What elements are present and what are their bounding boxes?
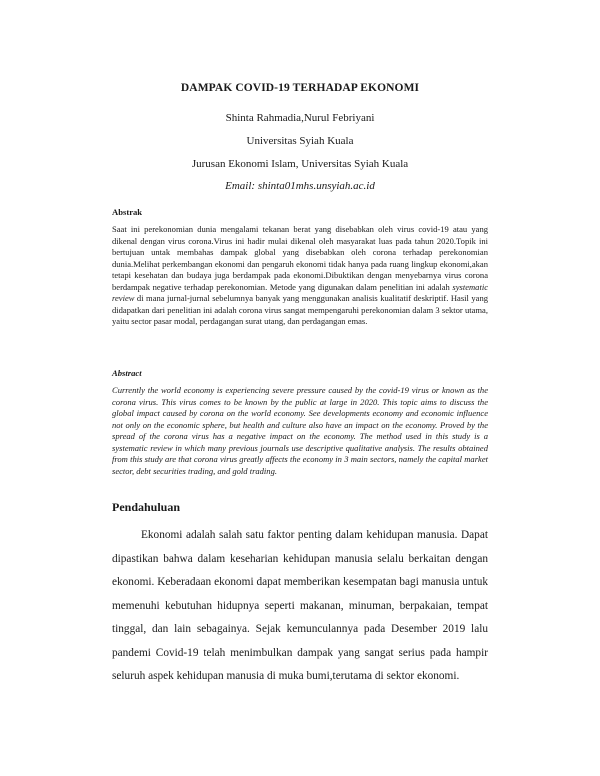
paper-affiliation: Universitas Syiah Kuala [246,135,354,147]
abstrak-text-part-2: di mana jurnal-jurnal sebelumnya banyak yang menggunakan analisis kualitatif deskriptif. Hasil yang didapatkan dari penelitian ini adalah corona virus sangat mempengaruhi perekonomian dalam 3 sektor utama, yaitu sector pasar modal, perdagangan surat utang, dan perdagangan emas. [112,293,488,326]
introduction-heading: Pendahuluan [112,500,181,514]
abstract-heading: Abstract [112,368,142,378]
abstrak-text-part-1: Saat ini perekonomian dunia mengalami tekanan berat yang disebabkan oleh virus covid-19 atau yang dikenal dengan virus corona.Virus ini hadir mulai dikenal oleh masyarakat luas pada tahun 2020.Topik ini bertujuan untak membahas dampak global yang disebabkan oleh corona terhadap perekonomian dunia.Melihat perkembangan ekonomi dan pengaruh ekonomi tidak hanya pada ruang lingkup ekonomi,akan tetapi kesehatan dan budaya juga berdampak pada ekonomi.Dibuktikan dengan menyebarnya virus corona berdampak negative terhadap perekonomian. Metode yang digunakan dalam penelitian ini adalah [112,224,488,292]
paper-email: Email: shinta01mhs.unsyiah.ac.id [225,180,375,192]
abstract-paragraph: Currently the world economy is experiencing severe pressure caused by the covid-19 virus or known as the corona virus. This virus comes to be known by the public at large in 2020. This topic aims to discuss the global impact caused by corona on the world economy. See developments economy and economic influence not only on the economic sphere, but health and culture also have an impact on the economy. Proved by the spread of the corona virus has a negative impact on the economy. The method used in this study is a systematic review in which many previous journals use descriptive qualitative analysis. The results obtained from this study are that corona virus greatly affects the economy in 3 main sectors, namely the capital market sector, debt securities trading, and gold trading. [112,385,488,476]
abstrak-emphasis: systematic review [112,281,488,303]
paper-department: Jurusan Ekonomi Islam, Universitas Syiah Kuala [191,158,409,170]
paper-title: DAMPAK COVID-19 TERHADAP EKONOMI [180,82,420,94]
introduction-paragraph: Ekonomi adalah salah satu faktor penting dalam kehidupan manusia. Dapat dipastikan bahwa dalam keseharian kehidupan manusia selalu berkaitan dengan ekonomi. Keberadaan ekonomi dapat memberikan kesempatan bagi manusia untuk memenuhi kebutuhan hidupnya seperti makanan, minuman, berpakaian, tempat tinggal, dan lain sebagainya. Sejak kemunculannya pada Desember 2019 lalu pandemi Covid-19 telah menimbulkan dampak yang sangat serius pada hampir seluruh aspek kehidupan manusia di muka bumi,terutama di sektor ekonomi. [112,529,488,682]
abstrak-paragraph [112,224,488,328]
abstrak-heading: Abstrak [112,207,143,217]
paper-authors: Shinta Rahmadia,Nurul Febriyani [225,112,375,124]
